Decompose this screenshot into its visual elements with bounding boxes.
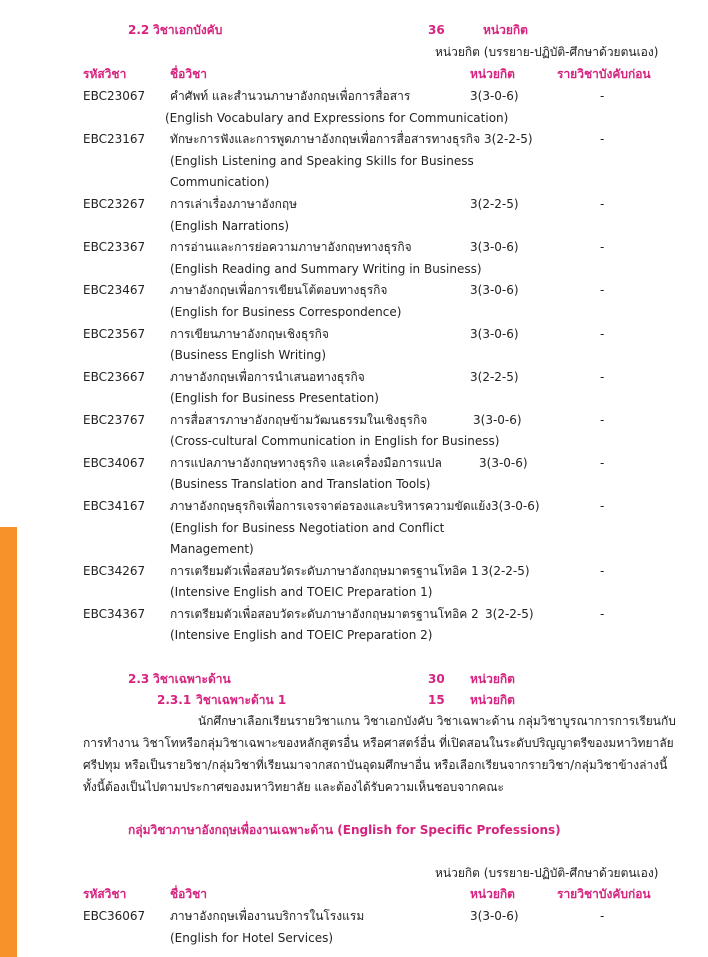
course-thai-name: ภาษาอังกฤษธุรกิจเพื่อการเจรจาต่อรองและบริหารความขัดแย้ง xyxy=(170,499,492,513)
course-code: EBC23267 xyxy=(83,197,146,211)
section-2-2-title: วิชาเอกบังคับ xyxy=(153,23,223,37)
course-credits: 3(3-0-6) xyxy=(491,499,540,513)
section-2-3-credits: 30 xyxy=(428,672,445,686)
course-thai-name: ภาษาอังกฤษเพื่อการเขียนโต้ตอบทางธุรกิจ xyxy=(170,283,388,297)
course-credits: 3(3-0-6) xyxy=(470,89,519,103)
section-2-3-unit: หน่วยกิต xyxy=(470,672,515,686)
side-accent-bar xyxy=(0,527,17,957)
course-prereq: - xyxy=(600,197,605,211)
header-prereq: รายวิชาบังคับก่อน xyxy=(557,887,651,901)
header-name: ชื่อวิชา xyxy=(170,887,207,901)
course-code: EBC34167 xyxy=(83,499,146,513)
course-thai-name: การเล่าเรื่องภาษาอังกฤษ xyxy=(170,197,298,211)
section-2-2-credits: 36 xyxy=(428,23,445,37)
paragraph-line: ศรีปทุม หรือเป็นรายวิชา/กลุ่มวิชาที่เรียนมาจากสถาบันอุดมศึกษาอื่น หรือเลือกเรียนจากรายวิชา/กลุ่มวิชาข้างล่างนี้ xyxy=(83,758,668,772)
course-prereq: - xyxy=(600,909,605,923)
course-prereq: - xyxy=(600,283,605,297)
course-english-name: (English Reading and Summary Writing in Business) xyxy=(170,262,482,276)
header-code: รหัสวิชา xyxy=(83,67,127,81)
course-english-name-cont: Management) xyxy=(170,542,254,556)
course-english-name: (English Vocabulary and Expressions for Communication) xyxy=(165,111,509,125)
course-thai-name: การแปลภาษาอังกฤษทางธุรกิจ และเครื่องมือการแปล xyxy=(170,456,442,470)
course-english-name: (Business Translation and Translation Tools) xyxy=(170,477,431,491)
course-english-name: (Intensive English and TOEIC Preparation 1) xyxy=(170,585,433,599)
course-thai-name: การอ่านและการย่อความภาษาอังกฤษทางธุรกิจ xyxy=(170,240,412,254)
course-prereq: - xyxy=(600,499,605,513)
course-thai-name: การเขียนภาษาอังกฤษเชิงธุรกิจ xyxy=(170,327,329,341)
course-code: EBC23767 xyxy=(83,413,146,427)
course-credits: 3(3-0-6) xyxy=(479,456,528,470)
course-code: EBC23367 xyxy=(83,240,146,254)
paragraph-line: ทั้งนี้ต้องเป็นไปตามประกาศของมหาวิทยาลัย และต้องได้รับความเห็นชอบจากคณะ xyxy=(83,780,504,794)
course-english-name: (English Narrations) xyxy=(170,219,290,233)
course-english-name: (Intensive English and TOEIC Preparation 2) xyxy=(170,628,433,642)
group-title: กลุ่มวิชาภาษาอังกฤษเพื่องานเฉพาะด้าน (English for Specific Professions) xyxy=(128,823,561,837)
course-english-name: (English for Business Negotiation and Conflict xyxy=(170,521,445,535)
credit-format-note: หน่วยกิต (บรรยาย-ปฏิบัติ-ศึกษาด้วยตนเอง) xyxy=(435,45,659,59)
header-credits: หน่วยกิต xyxy=(470,887,515,901)
course-code: EBC36067 xyxy=(83,909,146,923)
course-english-name-cont: Communication) xyxy=(170,175,270,189)
course-thai-name: ทักษะการฟังและการพูดภาษาอังกฤษเพื่อการสื่อสารทางธุรกิจ xyxy=(170,132,481,146)
header-name: ชื่อวิชา xyxy=(170,67,207,81)
course-thai-name: การสื่อสารภาษาอังกฤษข้ามวัฒนธรรมในเชิงธุรกิจ xyxy=(170,413,428,427)
course-credits: 3(3-0-6) xyxy=(470,240,519,254)
section-2-3-number: 2.3 xyxy=(128,672,150,686)
course-prereq: - xyxy=(600,240,605,254)
section-2-3-1-number: 2.3.1 xyxy=(157,693,192,707)
course-prereq: - xyxy=(600,413,605,427)
course-prereq: - xyxy=(600,607,605,621)
course-credits: 3(3-0-6) xyxy=(470,327,519,341)
section-2-3-1-credits: 15 xyxy=(428,693,445,707)
course-code: EBC34367 xyxy=(83,607,146,621)
course-prereq: - xyxy=(600,456,605,470)
header-prereq: รายวิชาบังคับก่อน xyxy=(557,67,651,81)
course-english-name: (English for Hotel Services) xyxy=(170,931,334,945)
course-credits: 3(2-2-5) xyxy=(481,564,530,578)
course-credits: 3(3-0-6) xyxy=(473,413,522,427)
course-credits: 3(3-0-6) xyxy=(470,283,519,297)
course-code: EBC23467 xyxy=(83,283,146,297)
paragraph-line: การทำงาน วิชาโทหรือกลุ่มวิชาเฉพาะของหลักสูตรอื่น หรือศาสตร์อื่น ที่เปิดสอนในระดับปริญญาตรีของมหาวิทยาลัย xyxy=(83,736,674,750)
course-prereq: - xyxy=(600,327,605,341)
section-2-2-number: 2.2 xyxy=(128,23,150,37)
course-prereq: - xyxy=(600,564,605,578)
course-code: EBC34267 xyxy=(83,564,146,578)
section-2-2-unit: หน่วยกิต xyxy=(483,23,528,37)
section-2-3-1-unit: หน่วยกิต xyxy=(470,693,515,707)
section-2-3-1-title: วิชาเฉพาะด้าน 1 xyxy=(196,693,287,707)
course-code: EBC23567 xyxy=(83,327,146,341)
course-code: EBC23167 xyxy=(83,132,146,146)
course-code: EBC23667 xyxy=(83,370,146,384)
credit-format-note: หน่วยกิต (บรรยาย-ปฏิบัติ-ศึกษาด้วยตนเอง) xyxy=(435,866,659,880)
course-credits: 3(2-2-5) xyxy=(484,132,533,146)
course-prereq: - xyxy=(600,370,605,384)
course-english-name: (Business English Writing) xyxy=(170,348,327,362)
course-credits: 3(2-2-5) xyxy=(470,197,519,211)
paragraph-line: นักศึกษาเลือกเรียนรายวิชาแกน วิชาเอกบังคับ วิชาเฉพาะด้าน กลุ่มวิชาบูรณาการการเรียนกับ xyxy=(198,714,676,728)
course-english-name: (English Listening and Speaking Skills for Business xyxy=(170,154,474,168)
course-english-name: (Cross-cultural Communication in English for Business) xyxy=(170,434,500,448)
course-prereq: - xyxy=(600,132,605,146)
section-2-3-title: วิชาเฉพาะด้าน xyxy=(153,672,231,686)
course-credits: 3(3-0-6) xyxy=(470,909,519,923)
elective-paragraph xyxy=(83,710,676,798)
course-thai-name: การเตรียมตัวเพื่อสอบวัดระดับภาษาอังกฤษมาตรฐานโทอิค 2 xyxy=(170,607,479,621)
course-credits: 3(2-2-5) xyxy=(485,607,534,621)
course-thai-name: ภาษาอังกฤษเพื่อการนำเสนอทางธุรกิจ xyxy=(170,370,365,384)
course-credits: 3(2-2-5) xyxy=(470,370,519,384)
course-thai-name: การเตรียมตัวเพื่อสอบวัดระดับภาษาอังกฤษมาตรฐานโทอิค 1 xyxy=(170,564,479,578)
header-credits: หน่วยกิต xyxy=(470,67,515,81)
course-thai-name: ภาษาอังกฤษเพื่องานบริการในโรงแรม xyxy=(170,909,365,923)
course-prereq: - xyxy=(600,89,605,103)
header-code: รหัสวิชา xyxy=(83,887,127,901)
course-code: EBC23067 xyxy=(83,89,146,103)
course-thai-name: คำศัพท์ และสำนวนภาษาอังกฤษเพื่อการสื่อสาร xyxy=(170,89,411,103)
course-english-name: (English for Business Correspondence) xyxy=(170,305,402,319)
course-code: EBC34067 xyxy=(83,456,146,470)
course-english-name: (English for Business Presentation) xyxy=(170,391,379,405)
